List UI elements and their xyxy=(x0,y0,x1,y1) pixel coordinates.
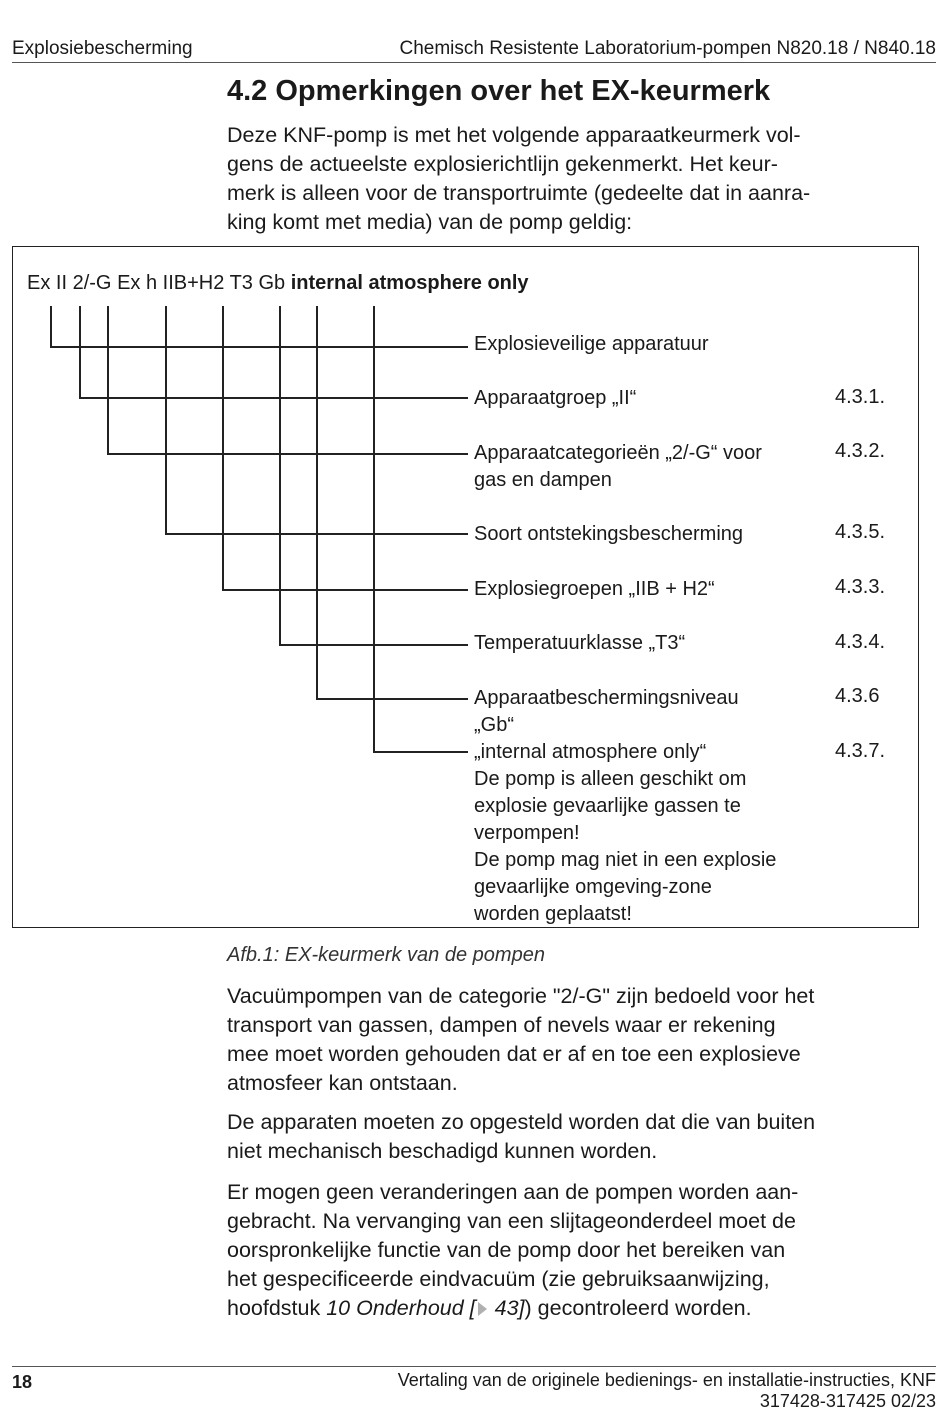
body-paragraph: Vacuümpompen van de categorie "2/-G" zijn bedoeld voor het transport van gassen, dampen of nevels waar er rekening mee moet worden gehouden dat er af en toe een explosieve atmosfeer kan ontstaan. xyxy=(227,984,815,1095)
ex-marking-figure xyxy=(12,246,919,928)
marking-part: T3 xyxy=(229,272,253,294)
ex-marking-code xyxy=(27,272,529,295)
connector-vertical xyxy=(165,306,167,534)
marking-part: Gb xyxy=(258,272,286,294)
marking-item-label: Apparaatbeschermingsniveau „Gb“ xyxy=(474,687,739,736)
connector-vertical xyxy=(316,306,318,699)
intro-line: Deze KNF-pomp is met het volgende apparaatkeurmerk vol- xyxy=(227,123,801,147)
connector-vertical xyxy=(50,306,52,347)
marking-item-label: Soort ontstekingsbescherming xyxy=(474,523,744,545)
marking-part: h xyxy=(145,272,158,294)
marking-item-ref: 4.3.5. xyxy=(835,521,886,543)
marking-item-label: Apparaatcategorieën „2/-G“ voor gas en dampen xyxy=(474,442,762,491)
header-rule xyxy=(12,62,936,63)
marking-item-label: Explosieveilige apparatuur xyxy=(474,333,709,355)
connector-horizontal xyxy=(373,751,468,753)
marking-part: II xyxy=(55,272,68,294)
body-paragraph: De apparaten moeten zo opgesteld worden dat die van buiten niet mechanisch beschadigd kunnen worden. xyxy=(227,1110,816,1163)
connector-vertical xyxy=(373,306,375,752)
body-paragraph: Er mogen geen veranderingen aan de pompen worden aan- gebracht. Na vervanging van een slijtageonderdeel moet de oorspronkelijke functie van de pomp door het bereiken van het gespecificeerde eindvacuüm (zie gebruiksaanwijzing, hoofdstuk 10 Onderhoud [ 43]) gecontroleerd worden. xyxy=(227,1178,927,1323)
connector-horizontal xyxy=(50,346,468,348)
footer-line-2: 317428-317425 02/23 xyxy=(759,1391,936,1411)
marking-item-ref: 4.3.1. xyxy=(835,386,886,408)
header-right: Chemisch Resistente Laboratorium-pompen N820.18 / N840.18 xyxy=(399,38,936,59)
marking-part: Ex xyxy=(27,272,51,294)
page-number: 18 xyxy=(12,1372,33,1392)
marking-item-ref: 4.3.4. xyxy=(835,631,886,653)
marking-part: IIB+H2 xyxy=(162,272,225,294)
section-title: 4.2 Opmerkingen over het EX-keurmerk xyxy=(227,75,771,107)
connector-horizontal xyxy=(79,397,468,399)
figure-caption: Afb.1: EX-keurmerk van de pompen xyxy=(227,944,545,966)
intro-line: king komt met media) van de pomp geldig: xyxy=(227,210,633,234)
intro-line: gens de actueelste explosierichtlijn gekenmerkt. Het keur- xyxy=(227,152,778,176)
marking-item-ref: 4.3.7. xyxy=(835,740,886,762)
marking-part: 2/-G xyxy=(72,272,112,294)
connector-vertical xyxy=(107,306,109,454)
marking-item-label: Explosiegroepen „IIB + H2“ xyxy=(474,578,715,600)
marking-item-label: „internal atmosphere only“ De pomp is alleen geschikt om explosie gevaarlijke gassen te verpompen! De pomp mag niet in een explosie gevaarlijke omgeving-zone worden geplaatst! xyxy=(474,741,777,925)
marking-item-ref: 4.3.2. xyxy=(835,440,886,462)
connector-horizontal xyxy=(222,589,468,591)
triangle-right-icon xyxy=(478,1302,487,1316)
intro-paragraph xyxy=(227,121,927,237)
chapter-reference-link[interactable]: 10 Onderhoud [ 43] xyxy=(326,1296,525,1320)
header-left: Explosiebescherming xyxy=(12,38,193,59)
connector-horizontal xyxy=(107,453,468,455)
marking-item-label: Temperatuurklasse „T3“ xyxy=(474,632,686,654)
marking-part: Ex xyxy=(117,272,141,294)
footer-rule xyxy=(12,1366,936,1367)
marking-bold: internal atmosphere only xyxy=(290,272,529,294)
marking-item-ref: 4.3.6 xyxy=(835,685,880,707)
connector-vertical xyxy=(79,306,81,398)
connector-horizontal xyxy=(316,698,468,700)
intro-line: merk is alleen voor de transportruimte (gedeelte dat in aanra- xyxy=(227,181,811,205)
marking-item-ref: 4.3.3. xyxy=(835,576,886,598)
connector-vertical xyxy=(279,306,281,645)
marking-item-label: Apparaatgroep „II“ xyxy=(474,387,637,409)
footer-line-1: Vertaling van de originele bedienings- en installatie-instructies, KNF xyxy=(397,1370,936,1390)
connector-vertical xyxy=(222,306,224,590)
paragraph-last-line: hoofdstuk 10 Onderhoud [ 43]) gecontroleerd worden. xyxy=(227,1296,752,1320)
